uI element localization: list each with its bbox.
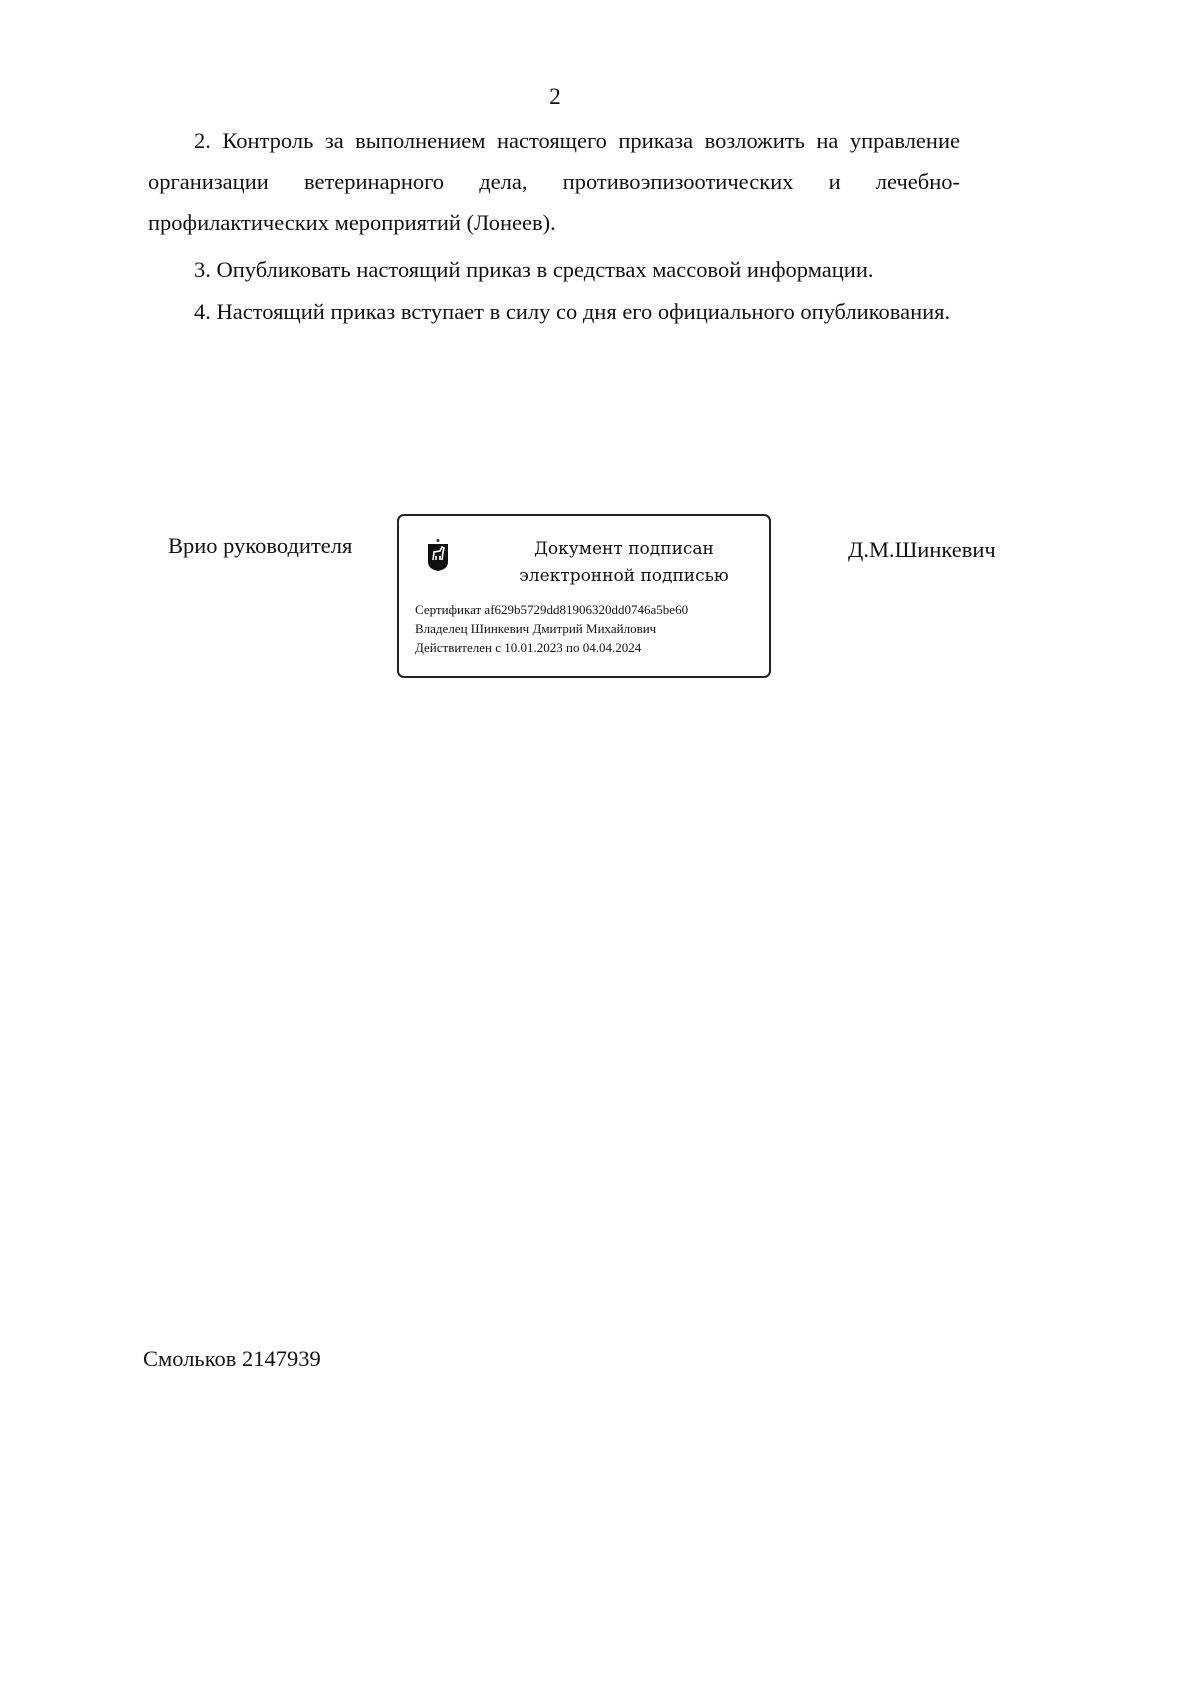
page-number: 2 [549,84,561,109]
stamp-title-line2: электронной подписью [519,566,729,586]
paragraph-3: 3. Опубликовать настоящий приказ в средствах массовой информации. [194,257,874,282]
certificate-owner: Владелец Шинкевич Дмитрий Михайлович [415,621,657,636]
signatory-position: Врио руководителя [168,533,353,558]
signatory-name: Д.М.Шинкевич [848,537,996,562]
coat-of-arms-icon [425,538,451,572]
executor-info: Смольков 2147939 [143,1346,321,1371]
stamp-title-line1: Документ подписан [534,539,714,559]
certificate-number: Сертификат af629b5729dd81906320dd0746a5be60 [415,602,689,617]
paragraph-2: 2. Контроль за выполнением настоящего приказа возложить на управление организации ветеринарного дела, противоэпизоотических и лечебно-профилактических мероприятий (Лонеев). [148,128,960,235]
paragraph-4: 4. Настоящий приказ вступает в силу со дня его официального опубликования. [194,299,951,324]
certificate-validity: Действителен с 10.01.2023 по 04.04.2024 [415,640,642,655]
electronic-signature-stamp [397,514,771,678]
